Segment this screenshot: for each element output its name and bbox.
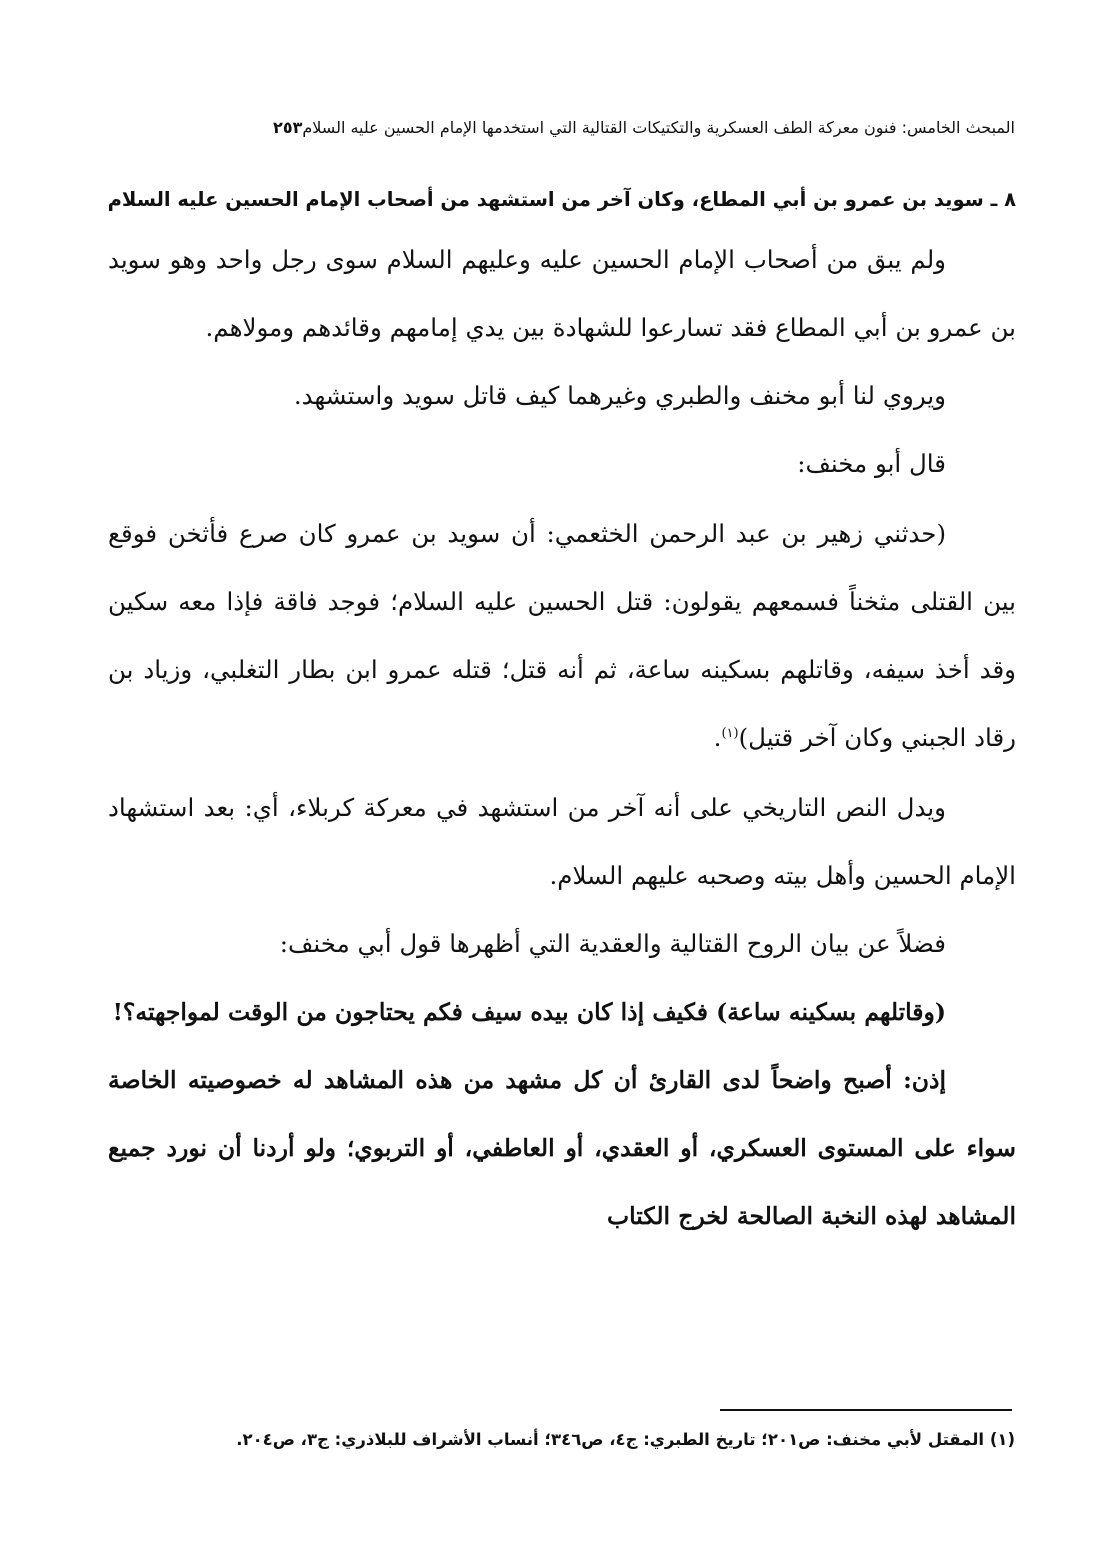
quote-end: .	[713, 723, 722, 752]
paragraph-8: إذن: أصبح واضحاً لدى القارئ أن كل مشهد من هذه المشاهد له خصوصيته الخاصة سواء على المستوى العسكري، أو العقدي، أو العاطفي، أو التربوي؛ ولو أردنا أن نورد جميع المشاهد لهذه النخبة الصالحة لخرج الكتاب	[108, 1066, 1016, 1230]
paragraph-6: فضلاً عن بيان الروح القتالية والعقدية التي أظهرها قول أبي مخنف:	[279, 929, 946, 958]
running-header	[100, 118, 1015, 137]
page-number: ٢٥٣	[273, 118, 303, 137]
paragraph-1: ولم يبق من أصحاب الإمام الحسين عليه وعليهم السلام سوى رجل واحد وهو سويد بن عمرو بن أبي المطاع فقد تسارعوا للشهادة بين يدي إمامهم وقائدهم ومولاهم.	[108, 245, 1016, 342]
paragraph-3: قال أبو مخنف:	[797, 449, 946, 478]
footnote-reference[interactable]: (١)	[721, 725, 739, 741]
footnote: (١) المقتل لأبي مخنف: ص٢٠١؛ تاريخ الطبري: ج٤، ص٣٤٦؛ أنساب الأشراف للبلاذري: ج٣، ص٢٠٤.	[236, 1430, 1015, 1449]
paragraph-5: ويدل النص التاريخي على أنه آخر من استشهد في معركة كربلاء، أي: بعد استشهاد الإمام الحسين وأهل بيته وصحبه عليهم السلام.	[108, 793, 1016, 890]
paragraph-2: ويروي لنا أبو مخنف والطبري وغيرهما كيف قاتل سويد واستشهد.	[293, 381, 946, 410]
running-title: المبحث الخامس: فنون معركة الطف العسكرية والتكتيكات القتالية التي استخدمها الإمام الحسين عليه السلام	[302, 118, 1015, 137]
section-heading: ٨ ـ سويد بن عمرو بن أبي المطاع، وكان آخر من استشهد من أصحاب الإمام الحسين عليه السلام	[107, 188, 1016, 211]
paragraph-quote-1	[108, 500, 1016, 772]
quote-text: (حدثني زهير بن عبد الرحمن الخثعمي: أن سويد بن عمرو كان صرع فأثخن فوقع بين القتلى مثخناً فسمعهم يقولون: قتل الحسين عليه السلام؛ فوجد فاقة فإذا معه سكين وقد أخذ سيفه، وقاتلهم بسكينه ساعة، ثم أنه قتل؛ قتله عمرو ابن بطار التغلبي، وزياد بن رقاد الجبني وكان آخر قتيل)	[108, 519, 1016, 752]
page-body	[108, 180, 1016, 1250]
paragraph-7: (وقاتلهم بسكينه ساعة) فكيف إذا كان بيده سيف فكم يحتاجون من الوقت لمواجهته؟!	[112, 998, 946, 1026]
footnote-separator	[720, 1409, 1012, 1411]
